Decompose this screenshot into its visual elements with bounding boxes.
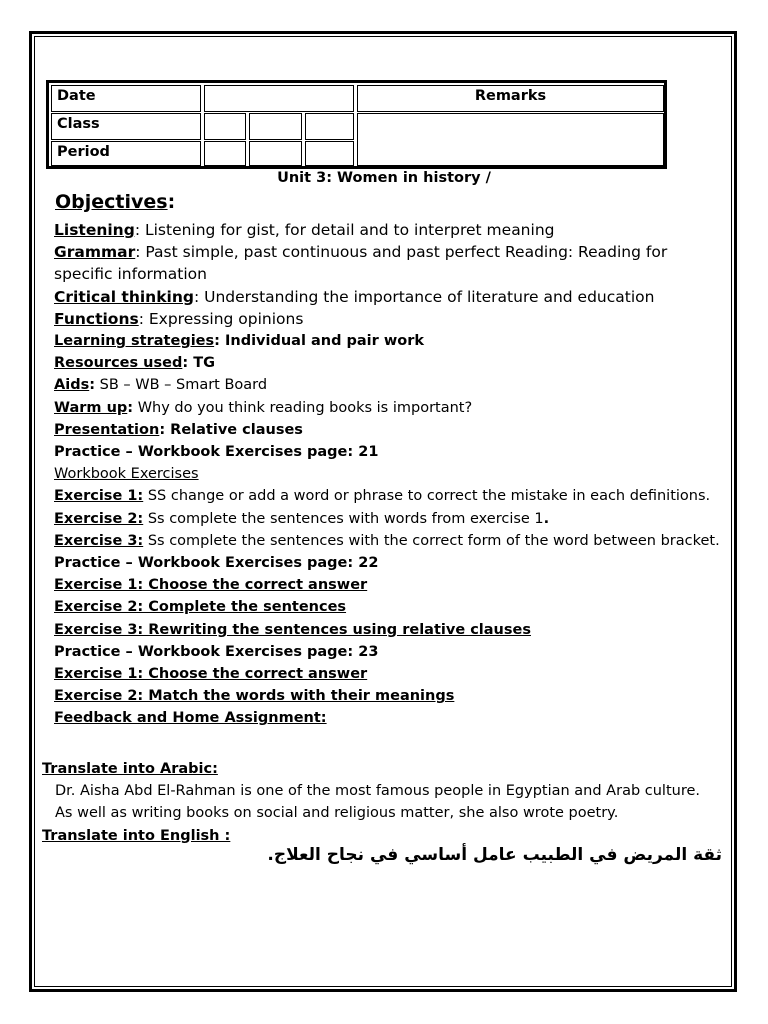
exercise-2-dot: . [543, 510, 550, 527]
warm-up-text: Why do you think reading books is important? [133, 399, 473, 416]
aids-line [54, 374, 724, 396]
period-label: Period [57, 144, 110, 160]
aids-colon: : [89, 377, 96, 394]
critical-thinking-label: Critical thinking [54, 287, 194, 306]
listening-line [54, 219, 724, 241]
functions-line [54, 308, 724, 330]
learning-strategies-text: : Individual and pair work [214, 333, 425, 350]
page-23-exercise-1: Exercise 1: Choose the correct answer [54, 666, 368, 683]
date-label: Date [57, 88, 96, 104]
practice-page-23: Practice – Workbook Exercises page: 23 [54, 643, 379, 660]
objectives-heading-text: Objectives [55, 191, 168, 213]
presentation-line [54, 419, 724, 441]
objectives-colon: : [167, 191, 176, 213]
remarks-body-cell [357, 113, 664, 166]
translate-arabic-heading: Translate into Arabic: [42, 761, 218, 777]
functions-label: Functions [54, 309, 139, 328]
page-22-exercise-3: Exercise 3: Rewriting the sentences using relative clauses [54, 621, 531, 638]
grammar-line [54, 241, 724, 285]
objectives-heading [55, 191, 175, 213]
page-22-exercise-2: Exercise 2: Complete the sentences [54, 599, 347, 616]
warm-up-line [54, 397, 724, 419]
presentation-text: : Relative clauses [159, 421, 303, 438]
warm-up-colon: : [127, 399, 134, 416]
class-slot-2 [249, 113, 302, 140]
exercise-3-text: Ss complete the sentences with the correct form of the word between bracket. [143, 532, 720, 549]
critical-thinking-line [54, 286, 724, 308]
exercise-2-line [54, 508, 724, 530]
lesson-plan-body [54, 219, 724, 730]
practice-page-22: Practice – Workbook Exercises page: 22 [54, 555, 379, 572]
feedback-heading: Feedback and Home Assignment: [54, 710, 327, 727]
exercise-3-line [54, 530, 724, 552]
page-23-exercise-2: Exercise 2: Match the words with their meanings [54, 688, 455, 705]
learning-strategies-label: Learning strategies [54, 333, 215, 350]
page-22-exercise-1: Exercise 1: Choose the correct answer [54, 577, 368, 594]
exercise-2-text: Ss complete the sentences with words from exercise 1 [143, 510, 544, 527]
resources-label: Resources used [54, 355, 183, 372]
translate-english-heading: Translate into English : [42, 827, 231, 844]
arabic-sentence: ثقة المريض في الطبيب عامل أساسي في نجاح العلاج. [267, 845, 722, 865]
period-cell [51, 141, 201, 166]
header-table [46, 80, 667, 169]
exercise-2-label: Exercise 2: [54, 510, 144, 527]
functions-text: : Expressing opinions [138, 309, 304, 328]
learning-strategies-line [54, 330, 724, 352]
grammar-label: Grammar [54, 243, 136, 262]
translation-section [42, 758, 722, 847]
class-label: Class [57, 116, 100, 132]
class-slot-3 [305, 113, 354, 140]
exercise-1-line [54, 485, 724, 507]
remarks-cell [357, 85, 664, 112]
class-slot-1 [204, 113, 246, 140]
warm-up-label: Warm up [54, 399, 128, 416]
remarks-label: Remarks [474, 88, 547, 104]
resources-text: : TG [182, 355, 215, 372]
class-cell [51, 113, 201, 140]
aids-text: SB – WB – Smart Board [95, 377, 268, 394]
date-cell [51, 85, 201, 112]
exercise-3-label: Exercise 3: [54, 532, 144, 549]
translate-arabic-text: Dr. Aisha Abd El-Rahman is one of the most famous people in Egyptian and Arab culture. As well as writing books on social and religious matter, she also wrote poetry. [55, 783, 701, 822]
listening-text: : Listening for gist, for detail and to interpret meaning [134, 221, 555, 239]
period-slot-2 [249, 141, 302, 166]
aids-label: Aids [54, 377, 90, 394]
unit-title: Unit 3: Women in history / [277, 170, 491, 186]
exercise-1-text: SS change or add a word or phrase to correct the mistake in each definitions. [143, 488, 711, 505]
period-slot-3 [305, 141, 354, 166]
date-value-cell [204, 85, 354, 112]
resources-line [54, 352, 724, 374]
period-slot-1 [204, 141, 246, 166]
workbook-exercises-heading: Workbook Exercises [54, 466, 199, 483]
practice-page-21: Practice – Workbook Exercises page: 21 [54, 444, 379, 461]
grammar-text: : Past simple, past continuous and past perfect Reading: Reading for specific information [54, 243, 668, 284]
presentation-label: Presentation [54, 421, 160, 438]
listening-label: Listening [54, 221, 135, 239]
exercise-1-label: Exercise 1: [54, 488, 144, 505]
critical-thinking-text: : Understanding the importance of literature and education [193, 287, 655, 306]
